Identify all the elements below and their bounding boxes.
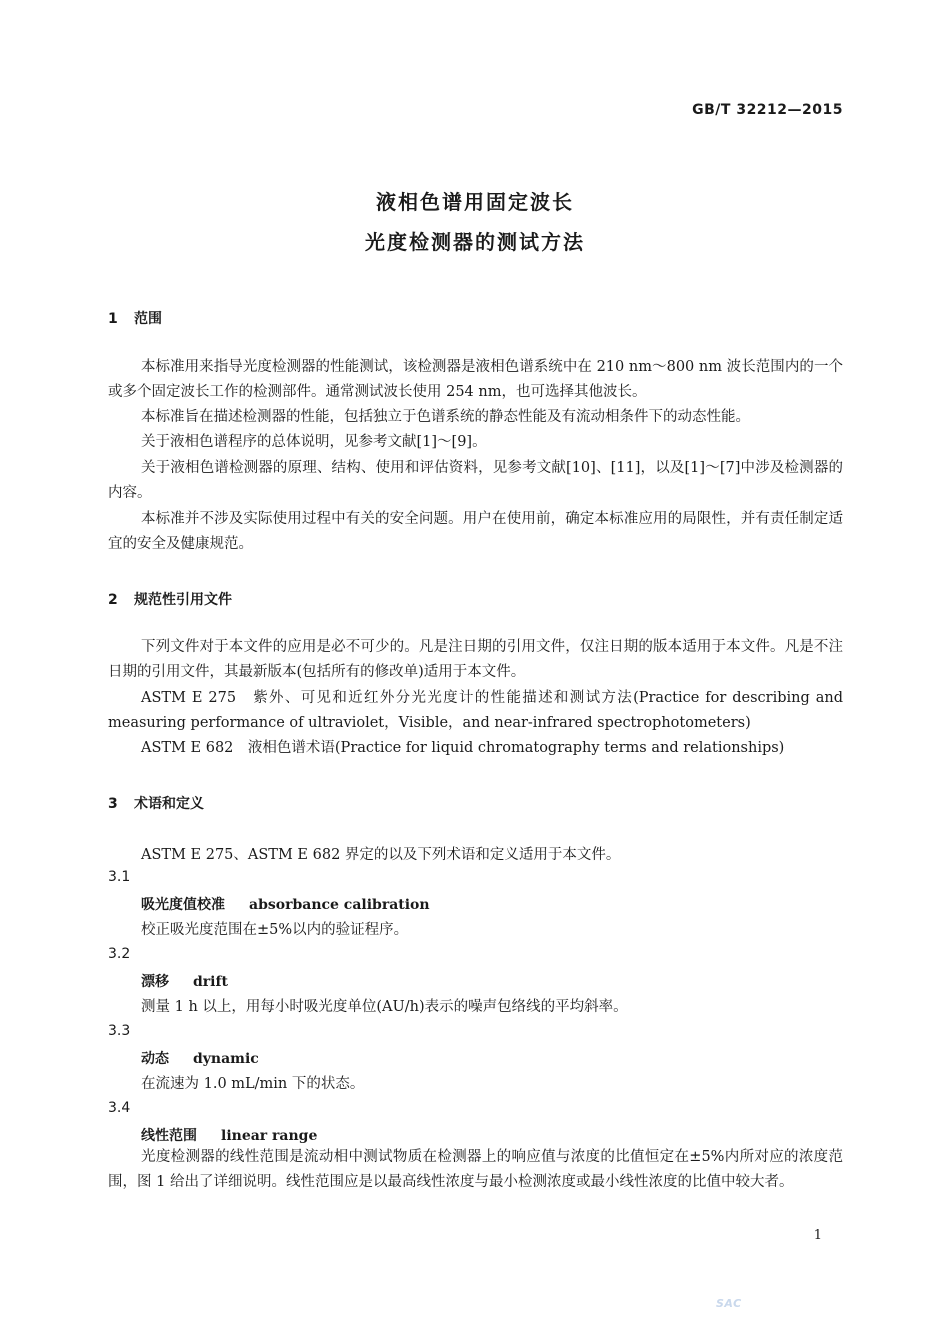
- term-number: 3.1: [108, 869, 131, 885]
- section-number: 1: [108, 311, 118, 327]
- term-en: dynamic: [193, 1051, 259, 1067]
- term-number: 3.4: [108, 1100, 131, 1116]
- section-2-heading: [108, 589, 232, 609]
- standard-code: GB/T 32212—2015: [692, 102, 843, 118]
- term-number: 3.3: [108, 1023, 131, 1039]
- section-number: 3: [108, 796, 118, 812]
- sac-watermark: SAC: [716, 1297, 742, 1310]
- paragraph: 关于液相色谱检测器的原理、结构、使用和评估资料，见参考文献[10]、[11]，以及[1]～[7]中涉及检测器的内容。: [108, 460, 843, 501]
- section-title: 范围: [134, 311, 162, 327]
- term-title: [141, 971, 228, 991]
- term-cn: 漂移: [141, 974, 169, 990]
- paragraph: 关于液相色谱程序的总体说明，见参考文献[1]～[9]。: [141, 434, 487, 450]
- term-title: [141, 1125, 317, 1145]
- term-cn: 吸光度值校准: [141, 897, 225, 913]
- term-definition: 测量 1 h 以上，用每小时吸光度单位(AU/h)表示的噪声包络线的平均斜率。: [141, 999, 628, 1015]
- paragraph: 本标准旨在描述检测器的性能，包括独立于色谱系统的静态性能及有流动相条件下的动态性能。: [141, 409, 750, 425]
- term-definition: 校正吸光度范围在±5%以内的验证程序。: [141, 922, 409, 938]
- term-en: linear range: [221, 1128, 318, 1144]
- section-number: 2: [108, 592, 118, 608]
- section-1-heading: [108, 308, 162, 328]
- term-en: drift: [193, 974, 228, 990]
- reference-astm-e275: ASTM E 275 紫外、可见和近红外分光光度计的性能描述和测试方法(Practice for describing and measuring performance of ultraviolet，Visible，and near-infrared spectrophotometers): [108, 690, 843, 731]
- reference-astm-e682: ASTM E 682 液相色谱术语(Practice for liquid chromatography terms and relationships): [141, 740, 785, 756]
- paragraph: 本标准用来指导光度检测器的性能测试，该检测器是液相色谱系统中在 210 nm～800 nm 波长范围内的一个或多个固定波长工作的检测部件。通常测试波长使用 254 nm，也可选择其他波长。: [108, 359, 843, 400]
- term-cn: 动态: [141, 1051, 169, 1067]
- paragraph: 下列文件对于本文件的应用是必不可少的。凡是注日期的引用文件，仅注日期的版本适用于本文件。凡是不注日期的引用文件，其最新版本(包括所有的修改单)适用于本文件。: [108, 639, 843, 680]
- section-3-heading: [108, 793, 204, 813]
- term-en: absorbance calibration: [249, 897, 430, 913]
- paragraph: 本标准并不涉及实际使用过程中有关的安全问题。用户在使用前，确定本标准应用的局限性，并有责任制定适宜的安全及健康规范。: [108, 511, 843, 552]
- term-title: [141, 894, 430, 914]
- term-cn: 线性范围: [141, 1128, 197, 1144]
- section-3-intro: ASTM E 275、ASTM E 682 界定的以及下列术语和定义适用于本文件。: [141, 847, 621, 863]
- term-title: [141, 1048, 259, 1068]
- term-definition: 光度检测器的线性范围是流动相中测试物质在检测器上的响应值与浓度的比值恒定在±5%内所对应的浓度范围，图 1 给出了详细说明。线性范围应是以最高线性浓度与最小检测浓度或最小线性浓度的比值中较大者。: [108, 1149, 843, 1190]
- section-title: 术语和定义: [134, 796, 204, 812]
- document-title-line-2: 光度检测器的测试方法: [365, 230, 585, 254]
- document-title-line-1: 液相色谱用固定波长: [376, 190, 574, 214]
- section-title: 规范性引用文件: [134, 592, 232, 608]
- term-number: 3.2: [108, 946, 131, 962]
- term-definition: 在流速为 1.0 mL/min 下的状态。: [141, 1076, 365, 1092]
- page-number: 1: [813, 1228, 822, 1243]
